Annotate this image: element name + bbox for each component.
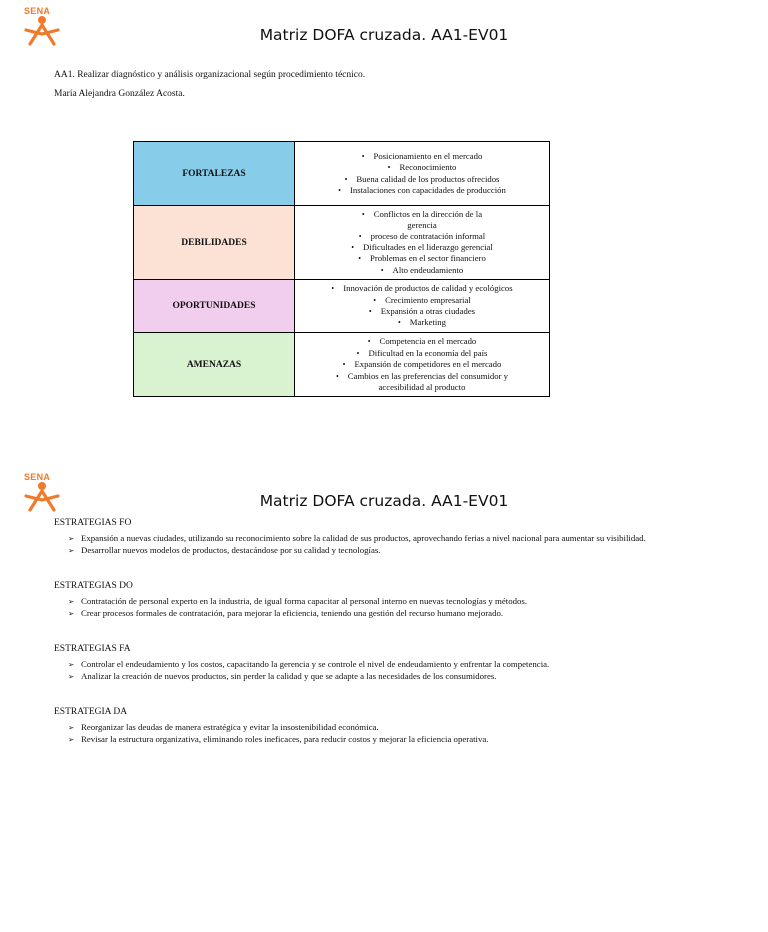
table-row [134, 333, 550, 397]
list-item: ➢ Reorganizar las deudas de manera estratégica y evitar la insostenibilidad económica. [68, 722, 754, 734]
oportunidades-label: OPORTUNIDADES [134, 280, 295, 333]
strategies-section [54, 518, 754, 770]
debilidades-items [295, 206, 550, 280]
author-line: María Alejandra González Acosta. [54, 89, 185, 99]
list-item: • Competencia en el mercado [323, 336, 521, 347]
fortalezas-items [295, 142, 550, 206]
document-page-2 [0, 466, 768, 932]
strategy-heading: ESTRATEGIAS FA [54, 644, 131, 654]
amenazas-label: AMENAZAS [134, 333, 295, 397]
sena-logo-text: SENA [24, 6, 51, 16]
list-item: ➢ Expansión a nuevas ciudades, utilizando su reconocimiento sobre la calidad de sus productos, aprovechando ferias a nivel nacional para aumentar su visibilidad. [68, 533, 754, 545]
list-item: • Alto endeudamiento [350, 265, 494, 276]
strategy-heading: ESTRATEGIAS FO [54, 518, 132, 528]
strategy-heading: ESTRATEGIA DA [54, 707, 128, 717]
list-item: ➢ Analizar la creación de nuevos productos, sin perder la calidad y que se adapte a las necesidades de los consumidores. [68, 671, 754, 683]
list-item: ➢ Controlar el endeudamiento y los costos, capacitando la gerencia y se controle el nivel de endeudamiento y enfrentar la competencia. [68, 659, 754, 671]
list-item: ➢ Desarrollar nuevos modelos de productos, destacándose por su calidad y tecnologías. [68, 545, 754, 557]
list-item: • Expansión de competidores en el mercado [323, 359, 521, 370]
list-item: • proceso de contratación informal [350, 231, 494, 242]
strategy-da [54, 707, 754, 745]
list-item: • Posicionamiento en el mercado [315, 151, 529, 162]
oportunidades-items [295, 280, 550, 333]
list-item: • Expansión a otras ciudades [315, 306, 529, 317]
list-item: • Innovación de productos de calidad y ecológicos [315, 283, 529, 294]
list-item: • Instalaciones con capacidades de producción [315, 185, 529, 196]
table-row [134, 142, 550, 206]
list-item: • Crecimiento empresarial [315, 295, 529, 306]
table-row [134, 206, 550, 280]
list-item: • Marketing [315, 317, 529, 328]
list-item: • Dificultades en el liderazgo gerencial [350, 242, 494, 253]
list-item: • Conflictos en la dirección de la gerencia [350, 209, 494, 231]
fortalezas-label: FORTALEZAS [134, 142, 295, 206]
page-title: Matriz DOFA cruzada. AA1-EV01 [259, 492, 509, 510]
strategy-do [54, 581, 754, 619]
strategy-fo [54, 518, 754, 556]
list-item: • Buena calidad de los productos ofrecidos [315, 174, 529, 185]
amenazas-items [295, 333, 550, 397]
dofa-matrix-table [133, 141, 550, 397]
sena-logo-text: SENA [24, 472, 51, 482]
list-item: ➢ Crear procesos formales de contratación, para mejorar la eficiencia, teniendo una gestión del recurso humano mejorado. [68, 608, 754, 620]
activity-line: AA1. Realizar diagnóstico y análisis organizacional según procedimiento técnico. [54, 70, 366, 80]
list-item: ➢ Revisar la estructura organizativa, eliminando roles ineficaces, para reducir costos y mejorar la eficiencia operativa. [68, 734, 754, 746]
debilidades-label: DEBILIDADES [134, 206, 295, 280]
list-item: • Dificultad en la economía del país [323, 348, 521, 359]
list-item: • Cambios en las preferencias del consumidor y accesibilidad al producto [323, 371, 521, 393]
list-item: • Problemas en el sector financiero [350, 253, 494, 264]
strategy-fa [54, 644, 754, 682]
list-item: ➢ Contratación de personal experto en la industria, de igual forma capacitar al personal interno en nuevas tecnologías y métodos. [68, 596, 754, 608]
table-row [134, 280, 550, 333]
strategy-heading: ESTRATEGIAS DO [54, 581, 133, 591]
document-page-1 [0, 0, 768, 460]
page-title: Matriz DOFA cruzada. AA1-EV01 [259, 26, 509, 44]
list-item: • Reconocimiento [315, 162, 529, 173]
